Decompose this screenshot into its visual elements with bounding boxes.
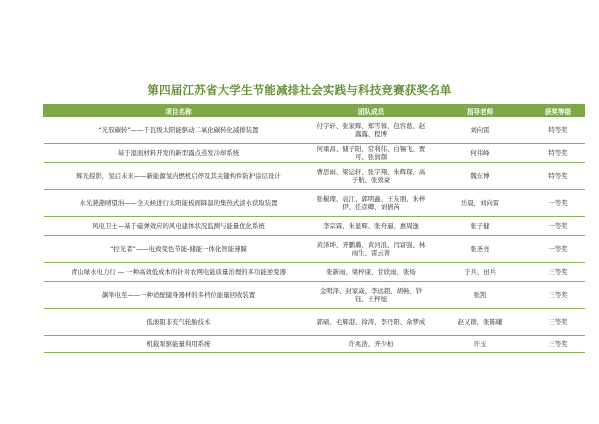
column-header-tutor: 指导老师 — [429, 105, 532, 117]
project-name-cell: 水光滟滟晴望涓——全天候进行太阳能板面降温的集热式淡水获取装置 — [44, 190, 314, 217]
project-name-cell: 风电卫士—基于磁弹效应的风电建体状况监测与能量优化系统 — [44, 217, 314, 236]
award-level-cell: 特等奖 — [532, 144, 585, 163]
award-list-table — [43, 104, 585, 353]
award-level-cell: 一等奖 — [532, 236, 585, 263]
tutor-cell: 许玉 — [429, 336, 532, 353]
table-row — [44, 163, 585, 190]
table-row — [44, 190, 585, 217]
project-name-cell: 机载泵驱能量利用系统 — [44, 336, 314, 353]
award-level-cell: 三等奖 — [532, 263, 585, 282]
project-name-cell: “控光者”——电致变色节能-储能一体化智能薄膜 — [44, 236, 314, 263]
column-header-award-level: 获奖等级 — [532, 105, 585, 117]
column-header-team-members: 团队成员 — [314, 105, 429, 117]
team-members-cell: 张椒璨、袁江、郭明鑫、王友朋、朱梓伊、任彦卿、刘倩芮 — [314, 190, 429, 217]
table-row — [44, 263, 585, 282]
project-name-cell: “光驭碳转”——千瓦级太阳能驱动二氧化碳转化减排装置 — [44, 117, 314, 144]
table-row — [44, 336, 585, 353]
team-members-cell: 郭硕、毛辉港、徐涛、李丹阳、余梦成 — [314, 309, 429, 336]
award-level-cell: 一等奖 — [532, 190, 585, 217]
tutor-cell: 张子健 — [429, 217, 532, 236]
team-members-cell: 曹思雨、梁运轩、张宇翔、朱辉琛、高子航、张致豪 — [314, 163, 429, 190]
table-row — [44, 144, 585, 163]
team-members-cell: 金明泽、封家焱、李远超、胡畅、钞钰、王梓旭 — [314, 282, 429, 309]
award-level-cell: 三等奖 — [532, 336, 585, 353]
team-members-cell: 付宇轩、张家辉、郑雪蓉、包容葛、赵露露、程博 — [314, 117, 429, 144]
tutor-cell: 何伟峰 — [429, 144, 532, 163]
tutor-cell: 刘向雷 — [429, 117, 532, 144]
team-members-cell: 张新雨、梁梓康、甘欣雨、张炀 — [314, 263, 429, 282]
project-name-cell: 青山绿水电力行 — 一种高效低成本的针对农网电能质量治理的多功能逆变器 — [44, 263, 314, 282]
award-level-cell: 特等奖 — [532, 163, 585, 190]
project-name-cell: 基于湿面材料开发的新型露点蒸发冷却系统 — [44, 144, 314, 163]
tutor-cell: 张凯 — [429, 282, 532, 309]
tutor-cell: 魏东博 — [429, 163, 532, 190]
tutor-cell: 赵又群，张陈曦 — [429, 309, 532, 336]
table-row — [44, 236, 585, 263]
award-level-cell: 三等奖 — [532, 309, 585, 336]
tutor-cell: 于兵、田兵 — [429, 263, 532, 282]
award-level-cell: 一等奖 — [532, 217, 585, 236]
award-level-cell: 特等奖 — [532, 117, 585, 144]
tutor-cell: 岳晨，刘向雷 — [429, 190, 532, 217]
team-members-cell: 李宗霖、朱显辉、张舟逼、惠周逸 — [314, 217, 429, 236]
tutor-cell: 张圣亮 — [429, 236, 532, 263]
team-members-cell: 黄泽坤、齐鹏璐、黄河浪、闫富强、林雨生、雷云菁 — [314, 236, 429, 263]
table-row — [44, 117, 585, 144]
table-row — [44, 309, 585, 336]
column-header-project-name: 项目名称 — [44, 105, 314, 117]
team-members-cell: 何重昌、储子阳、常利伟、白锡飞、贾可、张润颜 — [314, 144, 429, 163]
project-name-cell: 飙举电至——一种适配健身器材的多档位能量回收装置 — [44, 282, 314, 309]
table-header-row — [44, 105, 585, 117]
table-row — [44, 217, 585, 236]
page-title: 第四届江苏省大学生节能减排社会实践与科技竞赛获奖名单 — [147, 83, 452, 97]
project-name-cell: 低滚阻非充气轮胎技术 — [44, 309, 314, 336]
table-row — [44, 282, 585, 309]
team-members-cell: 许兆浩、齐少桓 — [314, 336, 429, 353]
award-level-cell: 三等奖 — [532, 282, 585, 309]
project-name-cell: 辉光掠影，氢启未来——新能源氢内燃机启停及其关键构件防护涂层设计 — [44, 163, 314, 190]
